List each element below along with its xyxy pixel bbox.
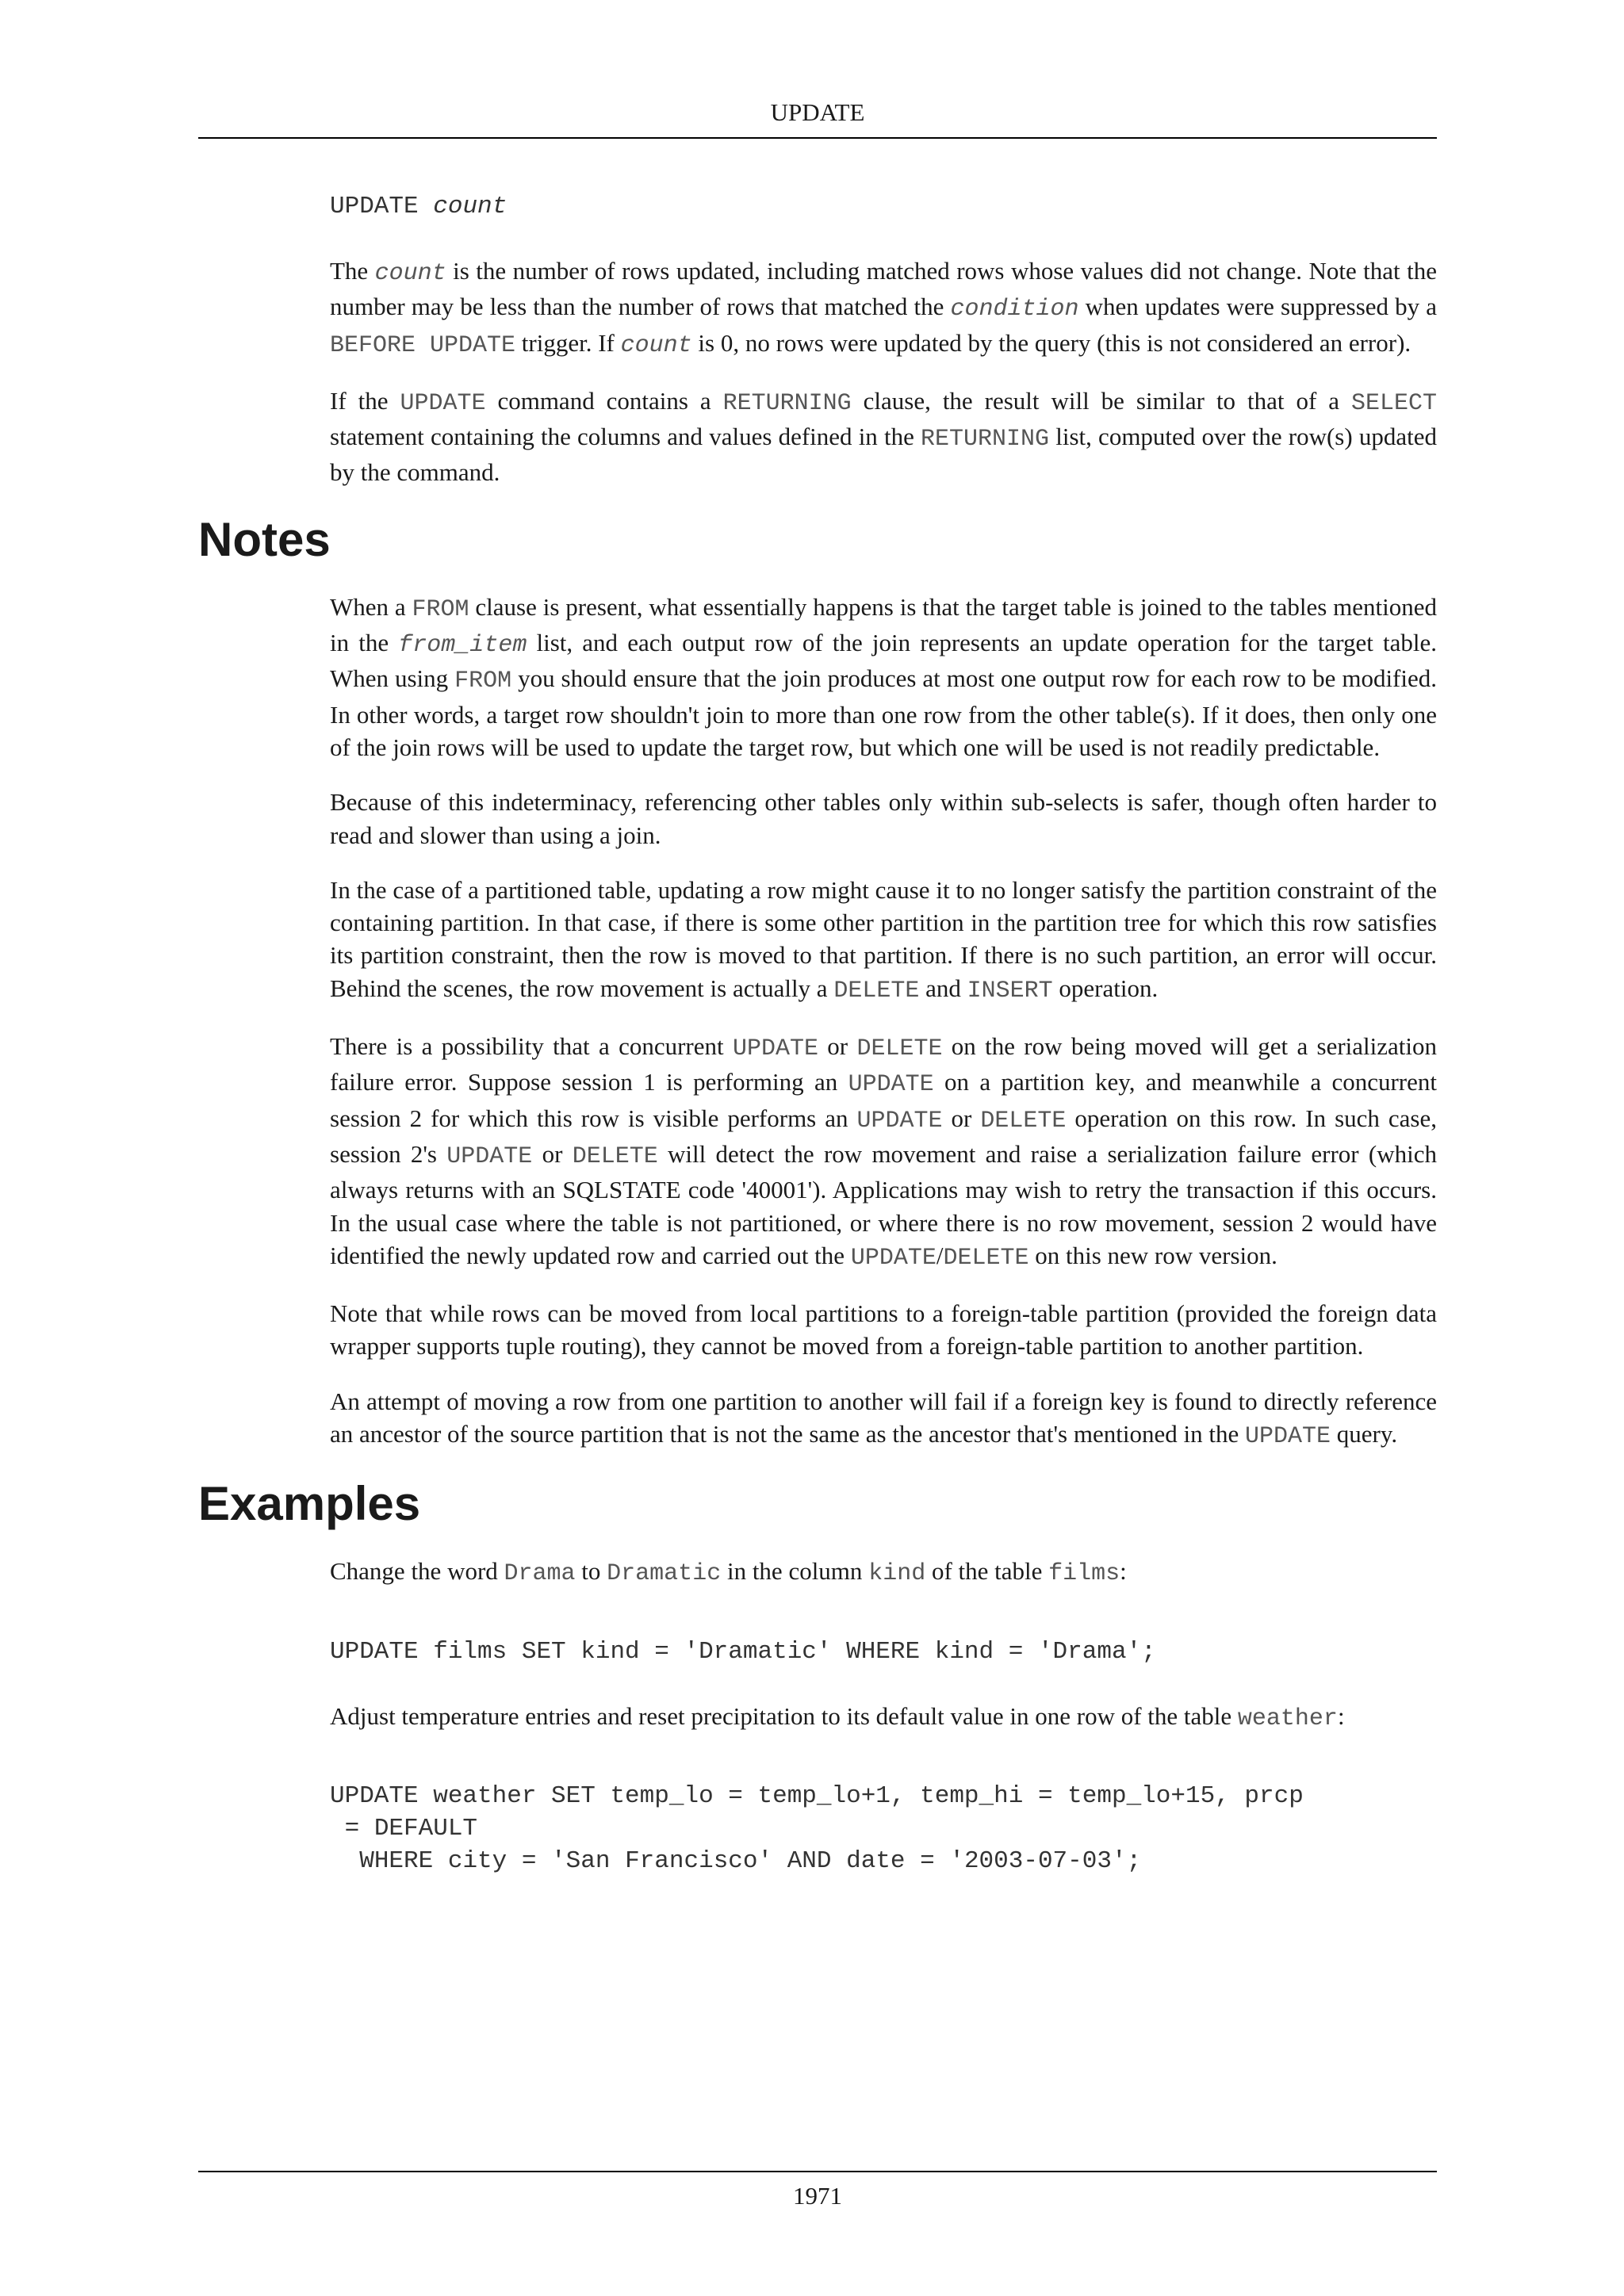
text: operation on this row. In such case, session 2's [330,1104,1437,1168]
code-term: count [620,331,692,359]
text: : [1337,1701,1345,1730]
notes-partition-paragraph [330,874,1437,1008]
text: When a [330,592,412,621]
text: of the table [925,1557,1049,1586]
text: : [1120,1557,1127,1586]
page-number: 1971 [793,2182,842,2210]
text: clause is present, what essentially happens is that the target table is joined to the tables mentioned in the [330,592,1437,657]
page-content [198,190,1438,1909]
text: when updates were suppressed by a [1078,293,1437,321]
text: Adjust temperature entries and reset precipitation to its default value in one row of the table [330,1701,1238,1730]
text: trigger. If [515,328,621,357]
code-line: WHERE city = 'San Francisco' AND date = '2003-07-03'; [330,1846,1142,1875]
text: will detect the row movement and raise a serialization failure error (which always returns with an SQLSTATE code '40001'). Applications may wish to retry the transaction if this occurs. In the usual case where the table is not partitioned, or where there is no row movement, session 2 would have identified the newly updated row and carried out the [330,1139,1437,1269]
text: In the case of a partitioned table, updating a row might cause it to no longer satisfy the partition constraint of the containing partition. In that case, if there is some other partition in the partition tree for which this row satisfies its partition constraint, then the row is moved to that partition. If there is no such partition, an error will occur. Behind the scenes, the row movement is actually a [330,875,1437,1002]
code-term: weather [1237,1705,1338,1732]
code-term: from_item [398,632,527,660]
code-term: UPDATE [732,1035,818,1063]
header-rule [198,137,1437,139]
code-term: FROM [454,668,512,695]
text: on a partition key, and meanwhile a concurrent session 2 for which this row is visible performs an [330,1068,1437,1132]
notes-heading: Notes [198,512,331,566]
notes-foreign-key-paragraph [330,1385,1437,1454]
text: / [936,1241,944,1269]
text: is the number of rows updated, including matched rows whose values did not change. Note that the number may be less than the number of rows that matched the [330,257,1438,321]
text: Change the word [330,1557,504,1586]
text: you should ensure that the join produces at most one output row for each row to be modified. In other words, a target row shouldn't join to more than one row from the other table(s). If it does, then only one of the join rows will be used to update the target row, but which one will be used is not readily predictable. [330,664,1438,761]
text: list, and each output row of the join represents an update operation for the target table. When using [330,629,1437,693]
notes-foreign-table-paragraph: Note that while rows can be moved from local partitions to a foreign-table partition (provided the foreign data wrapper supports tuple routing), they cannot be moved from a foreign-table partition to another partition. [330,1299,1437,1360]
code-term: BEFORE UPDATE [330,331,516,359]
synopsis-param: count [433,193,508,220]
text: or [942,1104,981,1132]
code-term: UPDATE [850,1244,936,1272]
code-line: UPDATE weather SET temp_lo = temp_lo+1, temp_hi = temp_lo+15, prcp [330,1781,1304,1810]
text: command contains a [485,386,723,415]
code-term: films [1048,1560,1120,1588]
notes-from-paragraph [330,591,1437,763]
text: in the column [721,1557,869,1586]
text: statement containing the columns and values defined in the [330,423,921,451]
notes-concurrency-paragraph [330,1030,1437,1275]
code-term: DELETE [572,1142,658,1170]
text: There is a possibility that a concurrent [330,1032,733,1061]
text: list, computed over the row(s) updated by the command. [330,423,1438,487]
text: operation. [1052,974,1159,1002]
example-weather-description [330,1700,1437,1735]
code-term: DELETE [943,1244,1029,1272]
outputs-count-paragraph [330,254,1437,362]
code-term: FROM [412,595,469,623]
code-term: UPDATE [848,1071,934,1099]
text: query. [1331,1420,1398,1448]
code-line: = DEFAULT [330,1814,478,1843]
text: on the row being moved will get a serialization failure error. Suppose session 1 is performing an [330,1032,1438,1096]
text: and [919,974,967,1002]
example-weather-code [330,1780,1437,1877]
code-term: count [374,260,446,287]
code-term: Dramatic [607,1560,722,1588]
code-term: SELECT [1350,389,1438,417]
code-term: INSERT [967,977,1053,1004]
text: The [330,257,375,285]
text: An attempt of moving a row from one partition to another will fail if a foreign key is found to directly reference an ancestor of the source partition that is not the same as the ancestor that's mentioned in the [330,1387,1437,1448]
code-term: DELETE [980,1107,1067,1135]
output-synopsis [330,190,1437,223]
text: If the [330,386,400,415]
code-line: UPDATE films SET kind = 'Dramatic' WHERE kind = 'Drama'; [330,1637,1156,1666]
notes-indeterminacy-paragraph: Because of this indeterminacy, referencing other tables only within sub-selects is safer, though often harder to read and slower than using a join. [330,788,1437,849]
code-term: UPDATE [1244,1423,1331,1451]
code-term: condition [950,296,1079,323]
text: or [818,1032,857,1061]
code-term: DELETE [856,1035,943,1063]
code-term: Drama [504,1560,576,1588]
code-term: UPDATE [856,1107,943,1135]
code-term: DELETE [833,977,920,1004]
footer-rule [198,2171,1437,2172]
code-term: RETURNING [921,426,1050,453]
code-term: RETURNING [722,389,852,417]
example-films-description [330,1555,1437,1590]
examples-heading: Examples [198,1477,421,1531]
text: to [575,1557,607,1586]
synopsis-keyword: UPDATE [330,193,419,220]
text: clause, the result will be similar to that of a [851,386,1351,415]
text: or [532,1139,573,1168]
text: on this new row version. [1028,1241,1277,1269]
code-term: UPDATE [446,1142,533,1170]
running-header: UPDATE [770,98,865,126]
outputs-returning-paragraph [330,385,1437,489]
code-term: UPDATE [400,389,486,417]
example-films-code [330,1636,1437,1668]
code-term: kind [868,1560,926,1588]
text: is 0, no rows were updated by the query (this is not considered an error). [691,328,1411,357]
